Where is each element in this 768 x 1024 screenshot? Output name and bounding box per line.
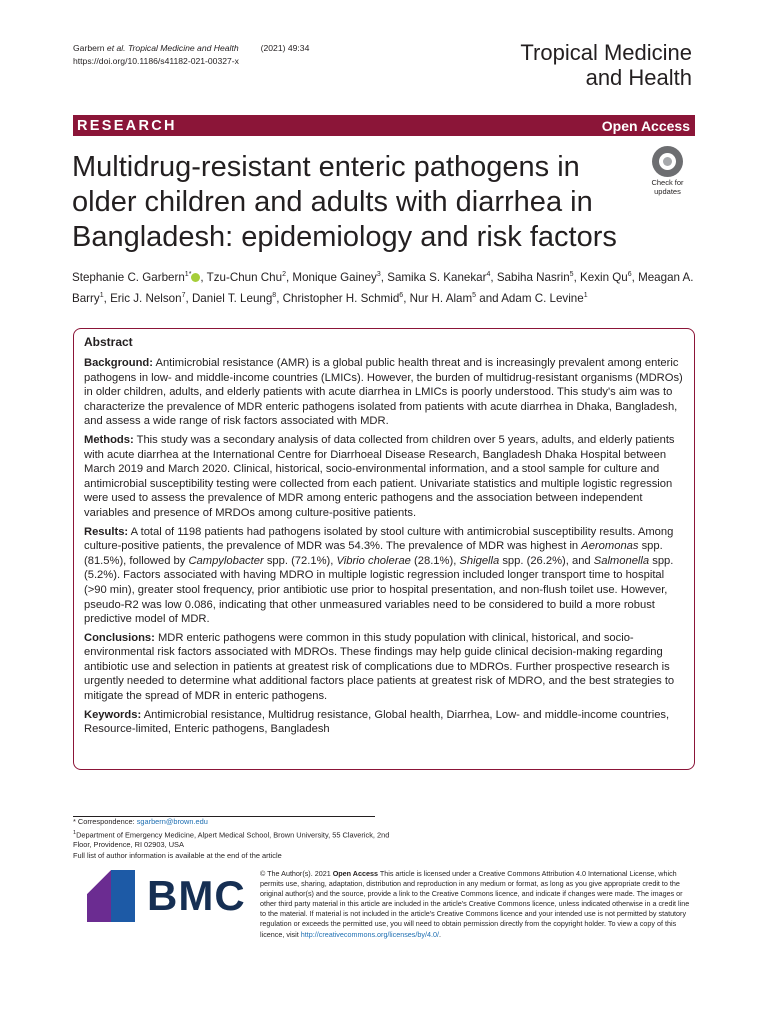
abstract-methods: Methods: This study was a secondary analysis of data collected from children over 5 years, adults, and elderly patients with acute diarrhea at the International Centre for Diarrhoeal Disease Research, Bangladesh Dhaka Hospital between March 2019 and March 2020. Clinical, historical, socio-environmental information, and a stool sample for culture and antimicrobial susceptibility testing were collected from each patient. Univariate statistics and multiple logistic regression were used to assess the prevalence of MDR among enteric pathogens and the association between independent variables and presence of MRDOs among culture-positive patients. (84, 433, 675, 519)
author-list (72, 266, 696, 308)
author-affiliation-sup: 1 (99, 291, 104, 299)
affiliation: $^1$Department of Emergency Medicine, Alpert Medical School, Brown University, 55 Claverick, 2nd Floor, Providence, RI 02903, USA (73, 829, 390, 850)
author-separator: , (380, 270, 388, 284)
full-author-info-note: Full list of author information is available at the end of the article (73, 850, 282, 860)
header-journal: Tropical Medicine and Health (125, 43, 239, 53)
author-name: Nur H. Alam (409, 291, 473, 305)
bmc-logo-text: BMC (147, 872, 246, 919)
author-name: Stephanie C. Garbern (72, 270, 185, 284)
author-name: Samika S. Kanekar (387, 270, 487, 284)
author-name: Eric J. Nelson (110, 291, 182, 305)
abstract-results: Results: A total of 1198 patients had pathogens isolated by stool culture with antimicrobial susceptibility results. Among culture-positive patients, the prevalence of MDR was 54.3%. The prevalence of MDR was highest in Aeromonas spp. (81.5%), followed by Campylobacter spp. (72.1%), Vibrio cholerae (28.1%), Shigella spp. (26.2%), and Salmonella spp. (5.2%). Factors associated with having MDRO in multiple logistic regression included longer transport time to hospital (>90 min), greater stool frequency, prior antibiotic use prior to hospital presentation, and non-flush toilet use. However, pseudo-R2 was low 0.086, indicating that other unmeasured variables need to be considered to build a more robust predictive model of MDR. (84, 525, 674, 626)
check-for-updates-text: Check for updates (651, 178, 684, 196)
author-affiliation-sup: 5 (569, 271, 574, 278)
running-header (73, 42, 309, 68)
author-name: Monique Gainey (292, 270, 377, 284)
header-citation: (2021) 49:34 (260, 43, 310, 53)
journal-name-line1: Tropical Medicine (520, 40, 692, 65)
header-doi[interactable]: https://doi.org/10.1186/s41182-021-00327-x (73, 56, 239, 66)
license-link[interactable]: http://creativecommons.org/licenses/by/4.0/ (300, 929, 439, 939)
bmc-logo-mark-icon (87, 870, 143, 922)
author-separator: , (631, 270, 639, 284)
author-affiliation-sup: 5 (472, 291, 477, 299)
author-affiliation-sup: 3 (376, 271, 381, 278)
author-affiliation-sup: 1 (583, 291, 588, 299)
journal-name-line2: and Health (585, 65, 692, 90)
abstract-conclusions: Conclusions: MDR enteric pathogens were common in this study population with clinical, historical, and socio-environmental risk factors associated with MDROs. These findings may help guide clinical decision-making regarding antibiotic use and selection in patients at greatest risk of complications due to MDROs. Further prospective research is urgently needed to determine what additional factors place patients at greatest risk of MDRO, and the best strategies to mitigate the spread of MDR in enteric pathogens. (84, 631, 675, 703)
open-access-label: Open Access (601, 117, 690, 134)
correspondence-footnote: * Correspondence: sgarbern@brown.edu $^1$Department of Emergency Medicine, Alpert Medical School, Brown University, 55 Claverick, 2nd Floor, Providence, RI 02903, USA Full list of author information is available at the end of the article (73, 817, 393, 861)
author-separator: , (573, 270, 581, 284)
correspondence-email-link[interactable]: sgarbern@brown.edu (136, 817, 208, 826)
abstract-background: Background: Antimicrobial resistance (AMR) is a global public health threat and is increasingly prevalent among enteric pathogens in low- and middle-income countries (LMICs). However, the burden of multidrug-resistant organisms (MDROs) in older children, adults, and elderly patients with acute diarrhea in LMICs is poorly understood. This study's aim was to characterize the prevalence of MDR enteric pathogens isolated from patients with acute diarrhea in Dhaka, Bangladesh, and assess a wide range of risk factors associated with MDR. (84, 357, 683, 428)
author-name: Adam C. Levine (501, 291, 584, 305)
author-affiliation-sup: 6 (627, 271, 632, 278)
author-separator: , (103, 291, 111, 305)
author-affiliation-sup: 6 (399, 291, 404, 299)
header-author: Garbern (73, 43, 107, 53)
author-affiliation-sup: 4 (486, 271, 491, 278)
check-for-updates-badge[interactable] (641, 144, 694, 201)
author-separator: and (476, 291, 502, 305)
author-affiliation-sup: 2 (282, 271, 286, 278)
author-separator: , (490, 270, 497, 284)
header-et-al: et al. (106, 43, 126, 53)
article-type-banner (73, 115, 695, 136)
check-for-updates-icon (652, 146, 683, 177)
author-separator: , (276, 291, 283, 305)
article-type-label: RESEARCH (77, 117, 177, 134)
author-name: Meagan A. Barry (72, 270, 694, 305)
author-name: Kexin Qu (580, 270, 628, 284)
author-affiliation-sup: 7 (181, 291, 186, 299)
running-header-citation (73, 42, 309, 55)
author-name: Sabiha Nasrin (496, 270, 570, 284)
author-affiliation-sup: 1* (184, 271, 192, 278)
author-separator: , (285, 270, 293, 284)
journal-name (520, 40, 692, 90)
author-affiliation-sup: 8 (272, 291, 277, 299)
author-separator: , (185, 291, 192, 305)
author-separator: , (403, 291, 410, 305)
bmc-logo (87, 870, 246, 928)
license-statement: © The Author(s). 2021 Open Access This article is licensed under a Creative Commons Attribution 4.0 International License, which permits use, sharing, adaptation, distribution and reproduction in any medium or format, as long as you give appropriate credit to the original author(s) and the source, provide a link to the Creative Commons licence, and indicate if changes were made. The images or other third party material in this article are included in the article's Creative Commons licence, unless indicated otherwise in a credit line to the material. If material is not included in the article's Creative Commons licence and your intended use is not permitted by statutory regulation or exceeds the permitted use, you will need to obtain permission directly from the copyright holder. To view a copy of this licence, visit http://creativecommons.org/licenses/by/4.0/. (260, 869, 690, 939)
author-name: Tzu-Chun Chu (206, 270, 283, 284)
abstract-box (73, 328, 695, 770)
author-name: Christopher H. Schmid (282, 291, 400, 305)
abstract-keywords: Keywords: Antimicrobial resistance, Multidrug resistance, Global health, Diarrhea, Low- and middle-income countries, Resource-limited, Enteric pathogens, Bangladesh (84, 708, 670, 736)
author-separator: , (200, 270, 207, 284)
abstract-heading: Abstract (84, 335, 133, 349)
article-title: Multidrug-resistant enteric pathogens in older children and adults with diarrhea in Bangladesh: epidemiology and risk factors (72, 151, 617, 253)
author-name: Daniel T. Leung (191, 291, 273, 305)
